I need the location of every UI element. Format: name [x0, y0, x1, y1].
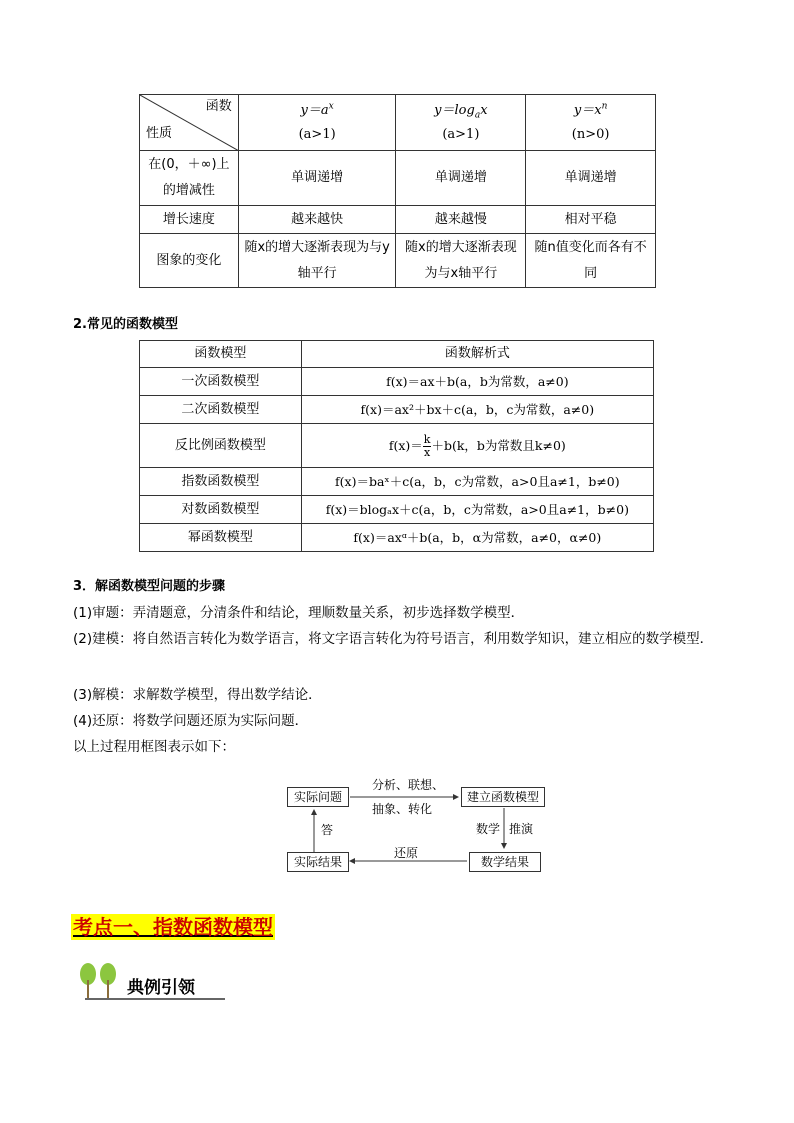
- row-label: 图象的变化: [140, 234, 239, 288]
- model-name: 反比例函数模型: [140, 424, 302, 468]
- table-row: [140, 496, 654, 524]
- cell: 相对平稳: [526, 206, 656, 234]
- label-analysis-1: 分析、联想、: [372, 778, 445, 792]
- table-row: [140, 468, 654, 496]
- table-row: [140, 424, 654, 468]
- model-name: 幂函数模型: [140, 524, 302, 552]
- label-deduce: 推演: [509, 822, 534, 836]
- box-actual-problem: 实际问题: [287, 787, 349, 807]
- example-label-text: 典例引领: [127, 978, 195, 998]
- topic-heading: 考点一、指数函数模型: [73, 915, 273, 939]
- model-name: 二次函数模型: [140, 396, 302, 424]
- box-math-result: 数学结果: [469, 852, 541, 872]
- header-log: $y=\log_ax$ (a>1): [396, 95, 526, 151]
- table-row: [140, 368, 654, 396]
- cell: 随x的增大逐渐表现为与y轴平行: [238, 234, 396, 288]
- model-name: 指数函数模型: [140, 468, 302, 496]
- model-formula: f(x)＝ax²＋bx＋c(a，b，c为常数，a≠0): [301, 396, 653, 424]
- tree-icon: [77, 960, 121, 1000]
- table-row: [140, 234, 656, 288]
- table-row: [140, 206, 656, 234]
- model-formula: f(x)＝baˣ＋c(a，b，c为常数，a>0且a≠1，b≠0): [301, 468, 653, 496]
- model-formula: f(x)＝axᵅ＋b(a，b，α为常数，a≠0，α≠0): [301, 524, 653, 552]
- table-row: [140, 151, 656, 206]
- label-answer: 答: [321, 823, 334, 837]
- cell: 越来越快: [238, 206, 396, 234]
- corner-bottom-label: 性质: [146, 126, 173, 141]
- cell: 单调递增: [238, 151, 396, 206]
- section-2-title: 2.常见的函数模型: [73, 317, 178, 332]
- model-formula: f(x)＝ $\frac{k}{x}$ ＋b(k，b为常数且k≠0): [301, 424, 653, 468]
- cell: 单调递增: [526, 151, 656, 206]
- header-power: $y=x^n$ (n>0): [526, 95, 656, 151]
- header-formula: 函数解析式: [301, 341, 653, 368]
- table-row: [140, 396, 654, 424]
- label-analysis-2: 抽象、转化: [372, 802, 433, 816]
- label-restore: 还原: [394, 846, 419, 860]
- table-corner-cell: [140, 95, 239, 151]
- corner-top-label: 函数: [205, 99, 232, 114]
- model-formula: f(x)＝blogₐx＋c(a，b，c为常数，a>0且a≠1，b≠0): [301, 496, 653, 524]
- label-math: 数学: [476, 822, 501, 836]
- header-exp: $y=a^x$ (a>1): [238, 95, 396, 151]
- fraction: $\frac{k}{x}$: [423, 432, 431, 459]
- flow-diagram: [280, 770, 550, 876]
- step-2: (2)建模：将自然语言转化为数学语言，将文字语言转化为符号语言，利用数学知识，建立相应的数学模型．: [73, 631, 714, 647]
- model-name: 一次函数模型: [140, 368, 302, 396]
- model-formula: f(x)＝ax＋b(a，b为常数，a≠0): [301, 368, 653, 396]
- box-actual-result: 实际结果: [287, 852, 349, 872]
- table-row: [140, 524, 654, 552]
- cell: 随x的增大逐渐表现为与x轴平行: [396, 234, 526, 288]
- step-1: (1)审题：弄清题意，分清条件和结论，理顺数量关系，初步选择数学模型．: [73, 605, 525, 621]
- step-3: (3)解模：求解数学模型，得出数学结论．: [73, 687, 322, 703]
- step-5: 以上过程用框图表示如下：: [73, 739, 235, 755]
- row-label: 在(0，＋∞)上的增减性: [140, 151, 239, 206]
- model-name: 对数函数模型: [140, 496, 302, 524]
- example-underline: [85, 998, 225, 1000]
- section-3-title: 3．解函数模型问题的步骤: [73, 579, 226, 594]
- cell: 单调递增: [396, 151, 526, 206]
- row-label: 增长速度: [140, 206, 239, 234]
- models-table: [139, 340, 654, 552]
- header-model: 函数模型: [140, 341, 302, 368]
- properties-table: [139, 94, 656, 288]
- example-label: [77, 960, 225, 1002]
- box-build-model: 建立函数模型: [461, 787, 545, 807]
- cell: 越来越慢: [396, 206, 526, 234]
- step-4: (4)还原：将数学问题还原为实际问题．: [73, 713, 309, 729]
- cell: 随n值变化而各有不同: [526, 234, 656, 288]
